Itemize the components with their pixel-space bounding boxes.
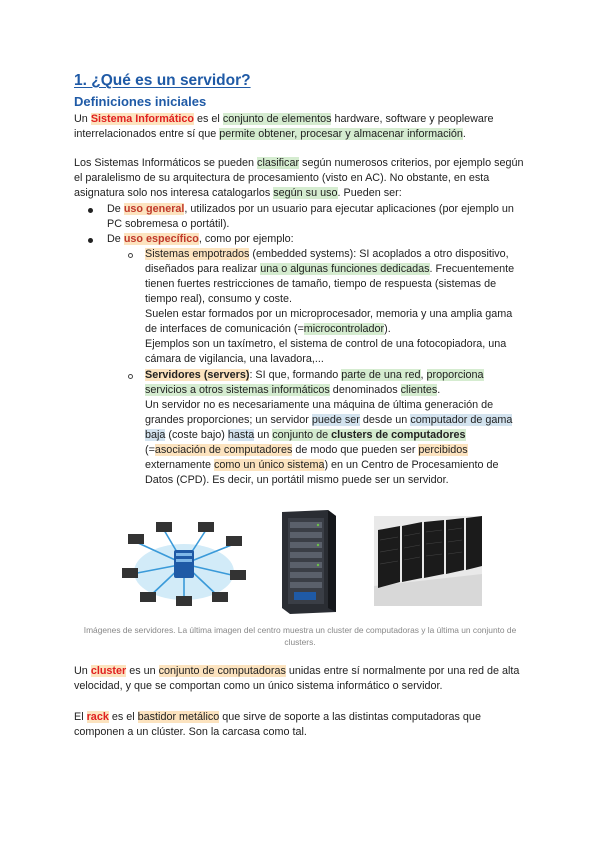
paragraph-clasificacion: Los Sistemas Informáticos se pueden clasificar según numerosos criterios, por ejemplo según el paralelismo de su arquitectura de procesamiento (visto en AC). No obstante, en esta asignatura solo nos interesa catalogarlos según su uso. Pueden ser: [74,157,524,199]
bullet-dot [88,238,93,243]
list-item-uso-general: De uso general, utilizados por un usuario para ejecutar aplicaciones (por ejemplo un PC sobremesa o portátil). [107,203,514,230]
list-item-sistemas-empotrados: Sistemas empotrados (embedded systems): SI acoplados a otro dispositivo, diseñados para realizar una o algunas funciones dedicadas. Frecuentemente tienen fuertes restricciones de tamaño, tiempo de respuesta (sistemas de tiempo real), consumo y coste. Suelen estar formados por un microprocesador, memoria y una amplia gama de interfaces de comunicación (=microcontrolador). Ejemplos son un taxímetro, el sistema de control de una fotocopiadora, una cámara de vigilancia, una lavadora,... [145,248,515,365]
paragraph-rack: El rack es el bastidor metálico que sirve de soporte a las distintas computadoras que componen a un clúster. Son la carcasa como tal. [74,711,481,738]
list-item-uso-especifico: De uso específico, como por ejemplo: [107,233,294,245]
paragraph-cluster: Un cluster es un conjunto de computadoras unidas entre sí normalmente por una red de alta velocidad, y que se comportan como un único sistema informático o servidor. [74,665,520,692]
page-title: 1. ¿Qué es un servidor? [74,72,251,89]
bullet-circle [128,374,133,379]
bullet-circle [128,253,133,258]
rack-server-image [272,508,344,616]
paragraph-sistema-informatico: Un Sistema Informático es el conjunto de elementos hardware, software y peopleware interrelacionados entre sí que permite obtener, procesar y almacenar información. [74,113,494,140]
list-item-servidores: Servidores (servers): SI que, formando parte de una red, proporciona servicios a otros sistemas informáticos denominados clientes. Un servidor no es necesariamente una máquina de última generación de grandes proporciones; un servidor puede ser desde un computador de gama baja (coste bajo) hasta un conjunto de clusters de computadores (=asociación de computadores de modo que pueden ser percibidos externamente como un único sistema) en un Centro de Procesamiento de Datos (CPD). Es decir, un portátil mismo puede ser un servidor. [145,369,513,486]
data-center-image [374,516,482,606]
image-caption: Imágenes de servidores. La última imagen del centro muestra un cluster de computadoras y la última un conjunto de clusters. [83,625,517,647]
bullet-dot [88,208,93,213]
network-server-image [118,512,250,612]
section-subtitle: Definiciones iniciales [74,94,207,109]
